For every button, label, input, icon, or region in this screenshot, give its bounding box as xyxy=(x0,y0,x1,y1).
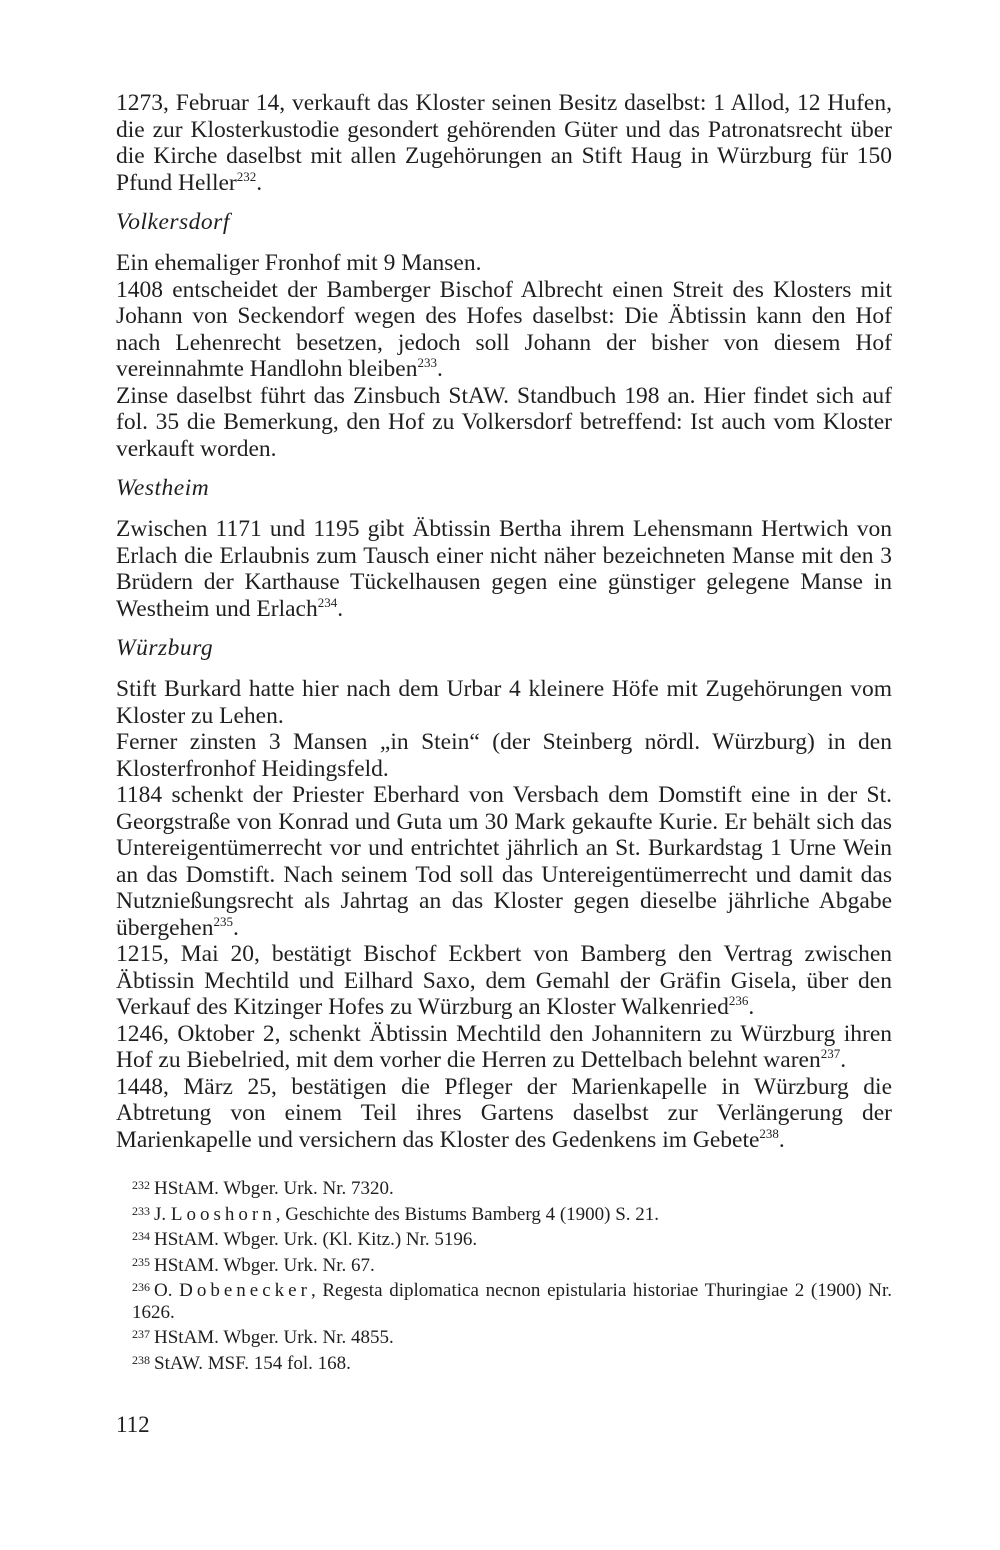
footnote-number: 238 xyxy=(132,1352,150,1367)
paragraph-text: Zwischen 1171 und 1195 gibt Äbtissin Bertha ihrem Lehensmann Hertwich von Erlach die Erlaubnis zum Tausch einer nicht näher bezeichneten Manse mit den 3 Brüdern der Karthause Tückelhausen gegen eine günstiger gelegene Manse in Westheim und Erlach xyxy=(116,516,892,622)
footnote-ref: 234 xyxy=(317,594,338,610)
footnote-text: HStAM. Wbger. Urk. Nr. 4855. xyxy=(154,1327,394,1348)
paragraph-text: 1408 entscheidet der Bamberger Bischof Albrecht einen Streit des Klosters mit Johann von Seckendorf wegen des Hofes daselbst: Die Äbtissin kann den Hof nach Lehenrecht besetzen, jedoch soll Johann der bisher von diesem Hof vereinnahmte Handlohn bleiben xyxy=(116,276,892,382)
footnote-ref: 237 xyxy=(820,1046,841,1061)
footnote-ref: 235 xyxy=(213,913,233,929)
paragraph xyxy=(116,383,892,463)
footnote-initial: J. xyxy=(154,1203,171,1225)
paragraph xyxy=(116,277,892,383)
paragraph-end: . xyxy=(748,994,755,1020)
paragraph-end: . xyxy=(256,169,263,196)
footnote xyxy=(116,1201,892,1226)
paragraph-end: . xyxy=(436,356,443,382)
section-heading: Westheim xyxy=(116,475,210,501)
paragraph-text: Ein ehemaliger Fronhof mit 9 Mansen. xyxy=(116,250,482,276)
footnote-text: , Geschichte des Bistums Bamberg 4 (1900) S. 21. xyxy=(275,1203,660,1225)
footnotes xyxy=(116,1175,892,1374)
footnote-number: 237 xyxy=(132,1327,150,1341)
footnote-number: 236 xyxy=(132,1280,150,1294)
paragraph-text: Stift Burkard hatte hier nach dem Urbar 4 kleinere Höfe mit Zugehörungen vom Kloster zu Lehen. xyxy=(116,676,892,729)
footnote-number: 234 xyxy=(132,1229,150,1243)
paragraph xyxy=(116,676,892,729)
footnote xyxy=(116,1175,892,1200)
paragraph-text: 1448, März 25, bestätigen die Pfleger der Marienkapelle in Würzburg die Abtretung von einem Teil ihres Gartens daselbst zur Verlängerung der Marienkapelle und versichern das Kloster des Gedenkens im Gebete xyxy=(116,1073,892,1153)
footnote-author: Dobenecker xyxy=(179,1280,311,1301)
footnote-text: HStAM. Wbger. Urk. Nr. 7320. xyxy=(154,1178,394,1199)
paragraph xyxy=(116,1074,892,1154)
footnote-text: StAW. MSF. 154 fol. 168. xyxy=(154,1352,351,1374)
paragraph-end: . xyxy=(840,1047,847,1073)
paragraph xyxy=(116,516,892,622)
paragraph xyxy=(116,941,892,1021)
paragraph xyxy=(116,90,892,196)
footnote xyxy=(116,1324,892,1349)
paragraph xyxy=(116,250,892,277)
paragraph-text: Zinse daselbst führt das Zinsbuch StAW. Standbuch 198 an. Hier findet sich auf fol. 35 die Bemerkung, den Hof zu Volkersdorf betreffend: Ist auch vom Kloster verkauft worden. xyxy=(116,382,892,462)
paragraph-text: 1246, Oktober 2, schenkt Äbtissin Mechtild den Johannitern zu Würzburg ihren Hof zu Biebelried, mit dem vorher die Herren zu Dettelbach belehnt waren xyxy=(116,1020,892,1073)
footnote-ref: 238 xyxy=(759,1125,779,1141)
paragraph xyxy=(116,782,892,941)
paragraph-end: . xyxy=(778,1126,785,1153)
paragraph xyxy=(116,729,892,782)
page-number: 112 xyxy=(116,1412,150,1437)
paragraph-end: . xyxy=(232,914,239,941)
section-heading: Würzburg xyxy=(116,635,214,661)
footnote-ref: 233 xyxy=(417,355,437,370)
footnote-number: 235 xyxy=(132,1254,150,1269)
footnote-number: 233 xyxy=(132,1203,150,1218)
footnote-author: Looshorn xyxy=(170,1203,276,1225)
paragraph-text: Ferner zinsten 3 Mansen „in Stein“ (der Steinberg nördl. Würzburg) in den Klosterfronhof Heidingsfeld. xyxy=(116,729,892,782)
paragraph-text: 1184 schenkt der Priester Eberhard von Versbach dem Domstift eine in der St. Georgstraße von Konrad und Guta um 30 Mark gekaufte Kurie. Er behält sich das Untereigentümerrecht vor und entrichtet jährlich an St. Burkardstag 1 Urne Wein an das Domstift. Nach seinem Tod soll das Untereigentümerrecht und damit das Nutznießungsrecht als Jahrtag an das Kloster gegen dieselbe jährliche Abgabe übergehen xyxy=(116,782,892,941)
footnote xyxy=(116,1226,892,1251)
footnote xyxy=(116,1277,892,1323)
footnote-number: 232 xyxy=(132,1178,150,1192)
paragraph xyxy=(116,1021,892,1074)
footnote-text: HStAM. Wbger. Urk. (Kl. Kitz.) Nr. 5196. xyxy=(154,1229,478,1250)
footnote xyxy=(116,1350,892,1375)
footnote-text: HStAM. Wbger. Urk. Nr. 67. xyxy=(154,1254,375,1276)
footnote-text: , Regesta diplomatica necnon epistularia historiae Thuringiae 2 (1900) Nr. 1626. xyxy=(132,1280,892,1323)
paragraph-text: 1273, Februar 14, verkauft das Kloster seinen Besitz daselbst: 1 Allod, 12 Hufen, die zur Klosterkustodie gesondert gehörenden Güter und das Patronatsrecht über die Kirche daselbst mit allen Zugehörungen an Stift Haug in Würzburg für 150 Pfund Heller xyxy=(116,90,892,196)
footnote-ref: 236 xyxy=(728,993,749,1008)
footnote xyxy=(116,1252,892,1277)
body-text xyxy=(116,90,892,1153)
section-heading: Volkersdorf xyxy=(116,209,230,235)
paragraph-text: 1215, Mai 20, bestätigt Bischof Eckbert von Bamberg den Vertrag zwischen Äbtissin Mechtild und Eilhard Saxo, dem Gemahl der Gräfin Gisela, über den Verkauf des Kitzinger Hofes zu Würzburg an Kloster Walkenried xyxy=(116,941,892,1020)
footnote-ref: 232 xyxy=(236,168,257,184)
paragraph-end: . xyxy=(337,595,344,622)
footnote-initial: O. xyxy=(154,1280,180,1301)
